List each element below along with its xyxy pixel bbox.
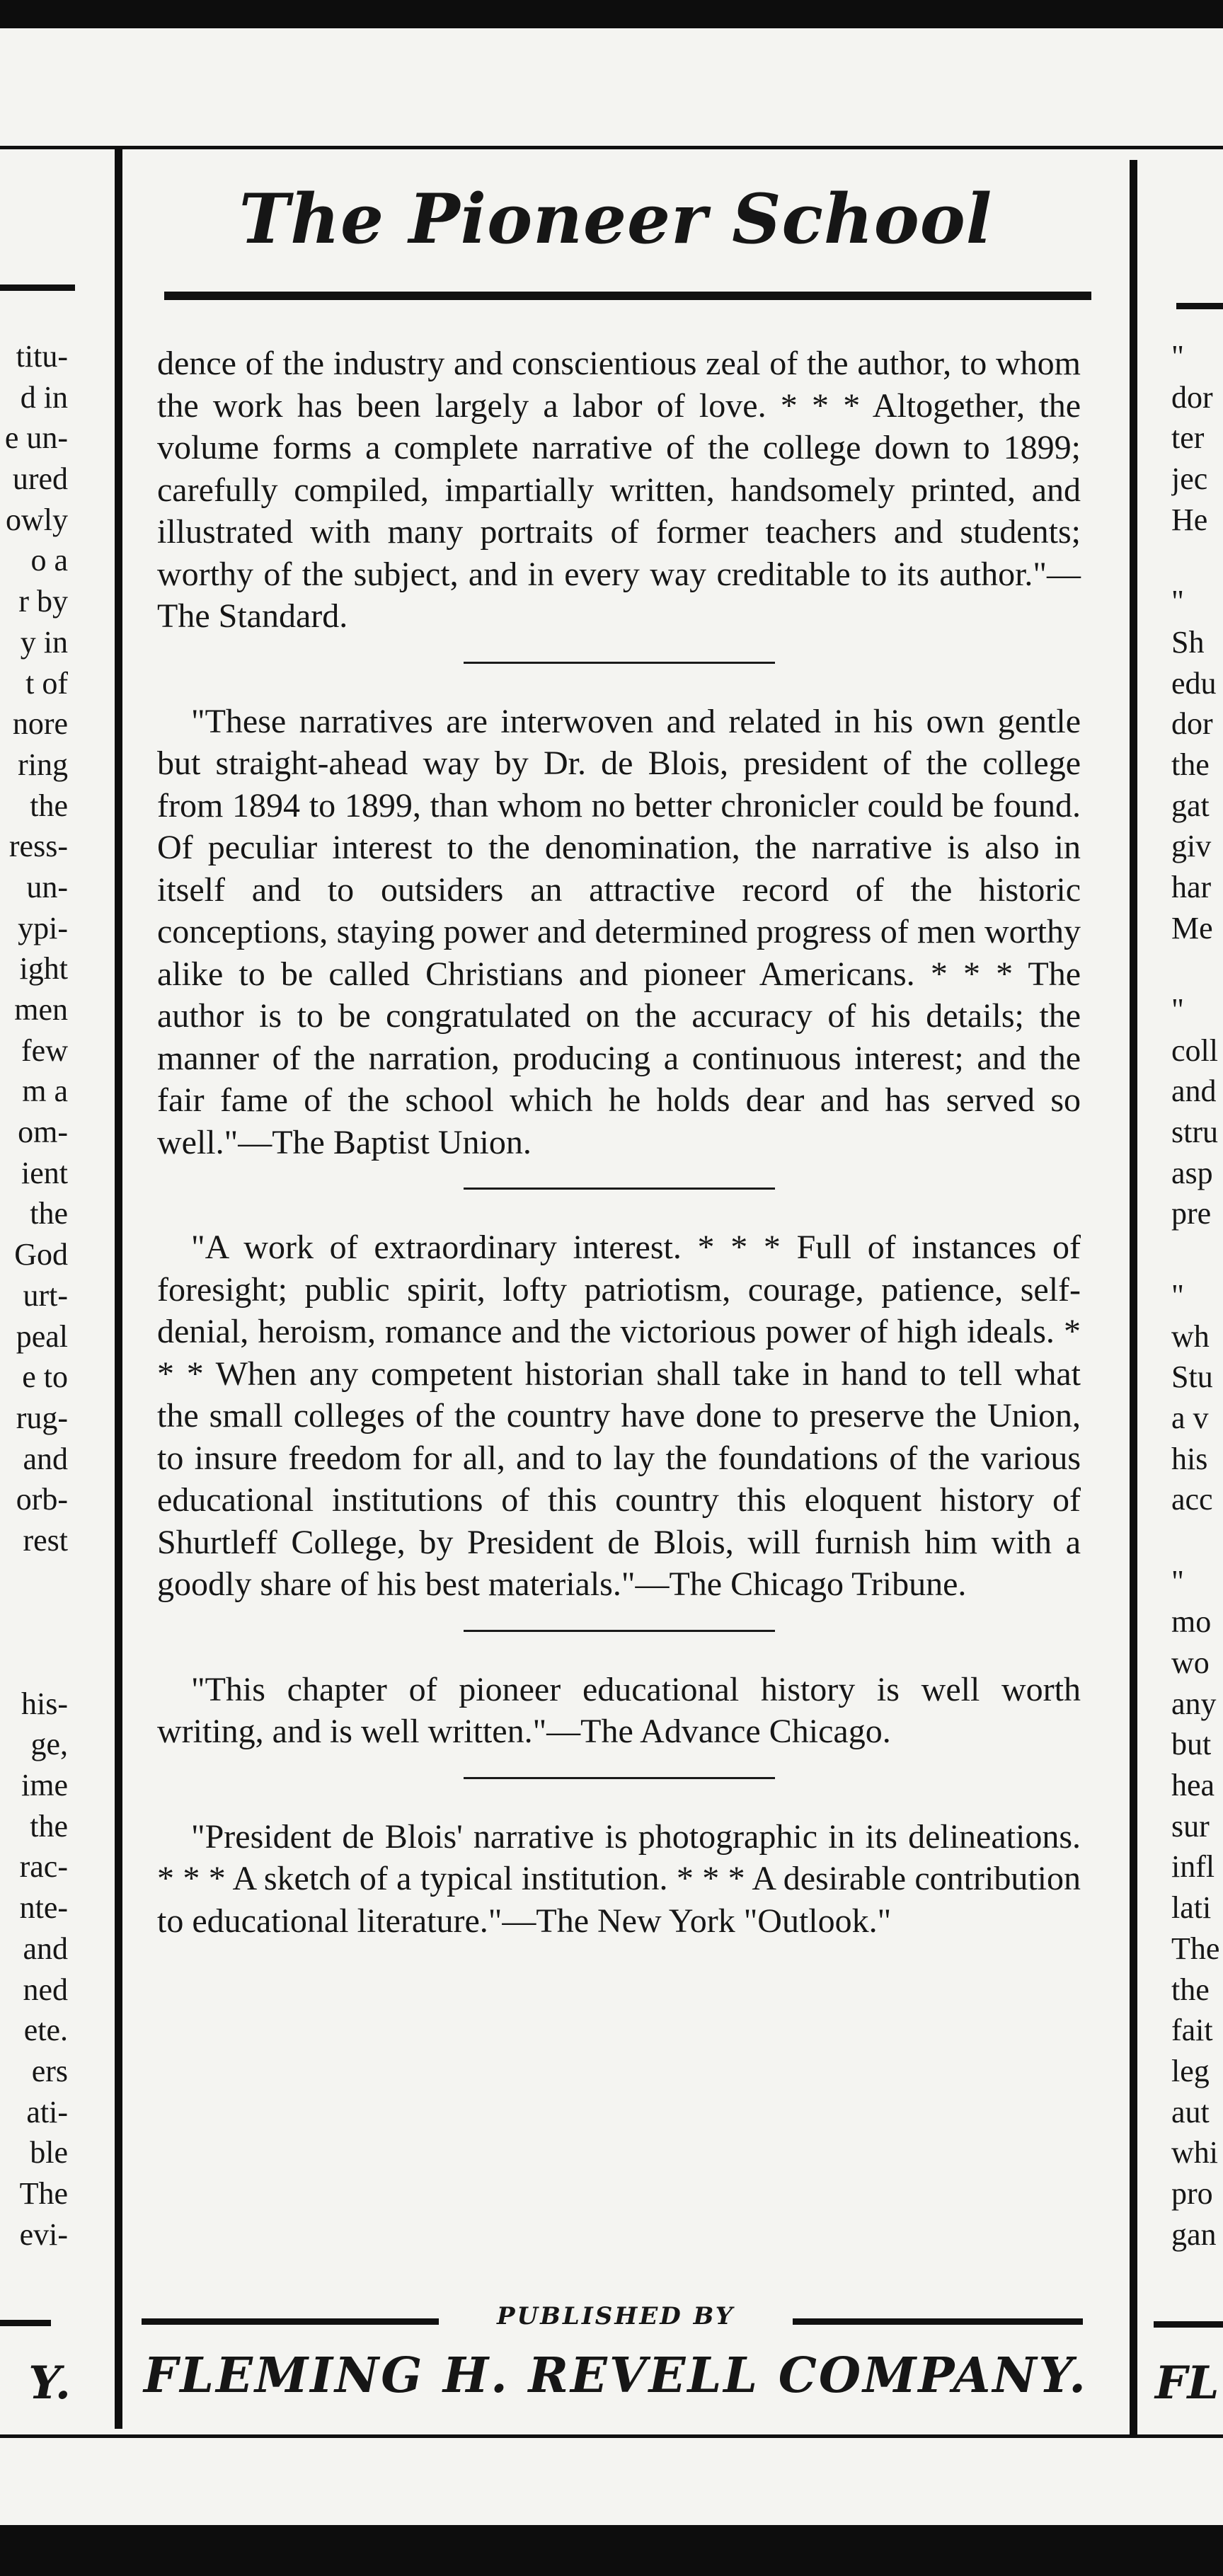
left-fragment-column xyxy=(0,336,68,2255)
fragment-line: rac- xyxy=(19,1849,68,1885)
review-advance: "This chapter of pioneer educational history is well worth writing, and is well written."—The Advance Chicago. xyxy=(157,1670,1081,1750)
left-fragment-publisher-rule xyxy=(0,2320,51,2326)
fragment-line: ight xyxy=(19,951,68,987)
fragment-line: owly xyxy=(6,502,68,537)
scan-top-border xyxy=(0,0,1223,28)
column-left-rule xyxy=(115,149,122,2429)
fragment-line: rug- xyxy=(16,1400,68,1435)
fragment-line: ured xyxy=(12,461,68,497)
fragment-line: aut xyxy=(1171,2094,1210,2129)
fragment-line: the xyxy=(30,1196,68,1231)
fragment-line xyxy=(1171,1234,1223,1275)
fragment-line: mo xyxy=(1171,1604,1212,1640)
fragment-line: orb- xyxy=(16,1482,68,1517)
page-top-rule xyxy=(0,146,1223,149)
publisher-rule-right xyxy=(793,2318,1083,2325)
fragment-line xyxy=(0,1643,68,1684)
fragment-line: stru xyxy=(1171,1115,1218,1150)
fragment-line: coll xyxy=(1171,1033,1218,1068)
fragment-line: He xyxy=(1171,502,1208,537)
fragment-line: " xyxy=(1171,584,1184,619)
fragment-line: e to xyxy=(22,1359,68,1395)
separator xyxy=(464,1777,775,1779)
fragment-line: sur xyxy=(1171,1808,1210,1844)
fragment-line xyxy=(0,1561,68,1602)
fragment-line: d in xyxy=(20,379,68,415)
fragment-line: dor xyxy=(1171,706,1213,742)
fragment-line: har xyxy=(1171,869,1212,904)
title-rule xyxy=(164,292,1091,300)
fragment-line: ter xyxy=(1171,420,1205,456)
review-outlook: "President de Blois' narrative is photographic in its delineations. * * * A sketch of a typical institution. * * * A desirable contribution to educational literature."—The New York "Outlook." xyxy=(157,1817,1081,1940)
right-fragment-column xyxy=(1171,336,1223,2255)
column-right-rule xyxy=(1130,160,1137,2437)
fragment-line: r by xyxy=(18,584,68,619)
review-standard: dence of the industry and conscientious zeal of the author, to whom the work has been largely a labor of love. * * * Altogether, the volume forms a complete narrative of the college down to 1899; carefully compiled, impartially written, handsomely printed, and illustrated with many portraits of former teachers and students; worthy of the subject, and in every way creditable to its author."—The Standard. xyxy=(157,345,1081,635)
fragment-line: giv xyxy=(1171,829,1212,864)
fragment-line: evi- xyxy=(19,2216,68,2252)
fragment-line: ati- xyxy=(26,2094,68,2129)
right-fragment-title-rule xyxy=(1176,303,1223,309)
fragment-line: lati xyxy=(1171,1890,1212,1926)
fragment-line: Me xyxy=(1171,910,1213,945)
fragment-line: ble xyxy=(30,2135,68,2170)
fragment-line: fait xyxy=(1171,2013,1213,2048)
fragment-line: o a xyxy=(30,543,68,578)
fragment-line: Sh xyxy=(1171,624,1205,660)
fragment-line xyxy=(1171,540,1223,581)
fragment-line: Stu xyxy=(1171,1359,1213,1395)
fragment-line: rest xyxy=(23,1522,68,1558)
scan-bottom-border xyxy=(0,2525,1223,2576)
fragment-line: acc xyxy=(1171,1482,1213,1517)
fragment-line xyxy=(1171,1520,1223,1561)
main-column xyxy=(157,343,1081,1942)
fragment-line: but xyxy=(1171,1727,1212,1762)
right-fragment-publisher-rule xyxy=(1154,2321,1223,2328)
fragment-line: m a xyxy=(22,1074,68,1109)
fragment-line: the xyxy=(30,788,68,823)
fragment-line: wo xyxy=(1171,1645,1210,1680)
publisher-label: PUBLISHED BY xyxy=(496,2302,735,2330)
fragment-line: ers xyxy=(31,2053,68,2088)
fragment-line: pre xyxy=(1171,1196,1212,1231)
fragment-line: ete. xyxy=(23,2013,68,2048)
publisher-rule-left xyxy=(142,2318,439,2325)
left-fragment-title-rule xyxy=(0,284,75,291)
separator xyxy=(464,1630,775,1632)
fragment-line: gat xyxy=(1171,788,1210,823)
fragment-line: men xyxy=(14,992,68,1027)
fragment-line: titu- xyxy=(16,339,68,374)
fragment-line: asp xyxy=(1171,1155,1213,1190)
fragment-line: and xyxy=(1171,1074,1217,1109)
fragment-line: om- xyxy=(18,1115,68,1150)
fragment-line: y in xyxy=(20,624,68,660)
fragment-line: jec xyxy=(1171,461,1208,497)
fragment-line: his xyxy=(1171,1441,1208,1476)
fragment-line: few xyxy=(21,1033,68,1068)
fragment-line: a v xyxy=(1171,1400,1209,1435)
fragment-line: un- xyxy=(26,869,68,904)
fragment-line: ypi- xyxy=(18,910,68,945)
fragment-line: his- xyxy=(21,1686,68,1721)
fragment-line: nte- xyxy=(19,1890,68,1926)
fragment-line: God xyxy=(14,1237,68,1272)
fragment-line: The xyxy=(19,2175,68,2211)
page-bottom-rule xyxy=(0,2434,1223,2438)
fragment-line: ress- xyxy=(8,829,68,864)
review-chicago-tribune: "A work of extraordinary interest. * * * Full of instances of foresight; public spirit, lofty patriotism, courage, patience, self-denial, heroism, romance and the victorious power of high ideals. * * * When any competent historian shall take in hand to tell what the small colleges of the country have done to preserve the Union, to insure freedom for all, and to lay the foundations of the various educational institutions of this country this eloquent history of Shurtleff College, by President de Blois, will furnish him with a goodly share of his best materials."—The Chicago Tribune. xyxy=(157,1229,1081,1603)
fragment-line: the xyxy=(30,1808,68,1844)
right-fragment-footer: FL xyxy=(1155,2357,1219,2410)
fragment-line: ient xyxy=(21,1155,68,1190)
fragment-line: gan xyxy=(1171,2216,1217,2252)
review-baptist-union: "These narratives are interwoven and related in his own gentle but straight-ahead way by Dr. de Blois, president of the college from 1894 to 1899, than whom no better chronicler could be found. Of peculiar interest to the denomination, the narrative is also in itself and to outsiders an attractive record of the historic conceptions, staying power and determined progress of men worthy alike to be called Christians and pioneer Americans. * * * The author is to be congratulated on the accuracy of his details; the manner of the narration, producing a continuous interest; and the fair fame of the school which he holds dear and has served so well."—The Baptist Union. xyxy=(157,702,1081,1161)
fragment-line: t of xyxy=(25,665,68,701)
fragment-line: and xyxy=(23,1931,68,1966)
page-title: The Pioneer School xyxy=(239,179,993,259)
fragment-line: urt- xyxy=(23,1277,68,1313)
separator xyxy=(464,1188,775,1190)
left-fragment-footer: Y. xyxy=(28,2357,71,2410)
fragment-line: nore xyxy=(12,706,68,742)
fragment-line: ned xyxy=(23,1972,68,2007)
fragment-line: ge, xyxy=(30,1727,68,1762)
publisher-row xyxy=(142,2297,1083,2335)
fragment-line: wh xyxy=(1171,1318,1210,1354)
fragment-line: hea xyxy=(1171,1768,1215,1803)
fragment-line: " xyxy=(1171,1277,1184,1313)
fragment-line: edu xyxy=(1171,665,1217,701)
separator xyxy=(464,662,775,664)
fragment-line: any xyxy=(1171,1686,1217,1721)
fragment-line: and xyxy=(23,1441,68,1476)
fragment-line: " xyxy=(1171,1563,1184,1599)
fragment-line: The xyxy=(1171,1931,1220,1966)
publisher-name: FLEMING H. REVELL COMPANY. xyxy=(144,2347,1088,2404)
fragment-line: leg xyxy=(1171,2053,1210,2088)
fragment-line: e un- xyxy=(4,420,68,456)
fragment-line: ring xyxy=(18,747,68,782)
fragment-line: pro xyxy=(1171,2175,1213,2211)
fragment-line: the xyxy=(1171,1972,1210,2007)
fragment-line: dor xyxy=(1171,379,1213,415)
fragment-line: the xyxy=(1171,747,1210,782)
fragment-line: ime xyxy=(21,1768,68,1803)
fragment-line: " xyxy=(1171,992,1184,1027)
fragment-line: infl xyxy=(1171,1849,1215,1885)
fragment-line xyxy=(0,1602,68,1643)
fragment-line: " xyxy=(1171,339,1184,374)
fragment-line: whi xyxy=(1171,2135,1218,2170)
fragment-line xyxy=(1171,948,1223,989)
fragment-line: peal xyxy=(16,1318,68,1354)
